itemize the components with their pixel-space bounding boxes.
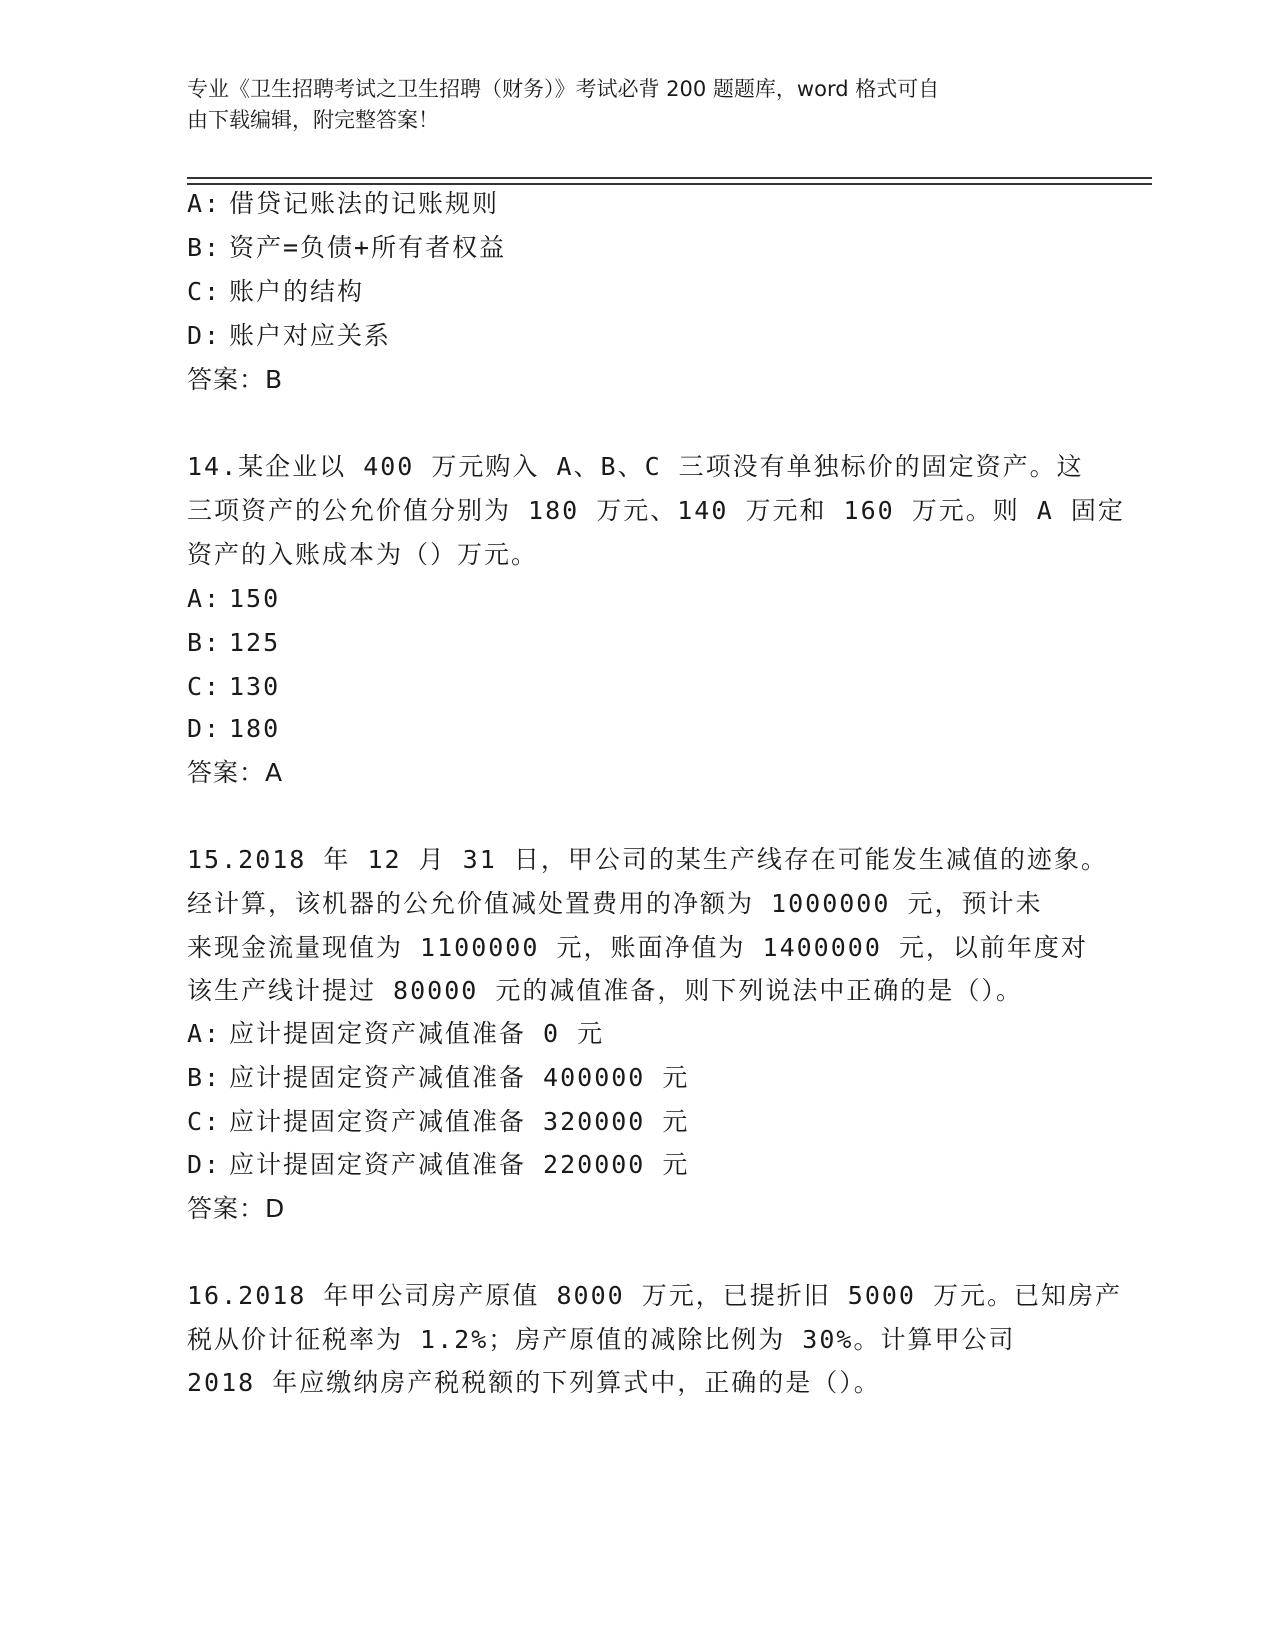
q14-option-c: [187, 664, 280, 710]
q15-option-d: [187, 1142, 689, 1188]
q16-stem-line-2: 税从价计征税率为 1.2%；房产原值的减除比例为 30%。计算甲公司: [187, 1325, 1016, 1354]
option-text: 账户的结构: [229, 277, 365, 306]
option-key: D:: [187, 321, 222, 350]
q16-stem-line-1: 16.2018 年甲公司房产原值 8000 万元，已提折旧 5000 万元。已知房产: [187, 1281, 1123, 1310]
option-text: 资产=负债+所有者权益: [229, 233, 507, 262]
option-text: 180: [229, 714, 281, 743]
option-key: A:: [187, 584, 222, 613]
q15-answer: 答案：D: [187, 1194, 286, 1223]
option-key: D:: [187, 1150, 222, 1179]
option-key: D:: [187, 714, 222, 743]
option-text: 130: [229, 672, 281, 701]
q14-stem-line-2: 三项资产的公允价值分别为 180 万元、140 万元和 160 万元。则 A 固定: [187, 496, 1125, 525]
q14-option-b: [187, 620, 280, 666]
header-divider-top: [187, 177, 1152, 179]
option-text: 账户对应关系: [229, 321, 392, 350]
q15-option-a: [187, 1011, 604, 1057]
header-line-2: 由下载编辑，附完整答案！: [187, 108, 439, 132]
q13-option-b: [187, 225, 506, 271]
option-text: 125: [229, 628, 281, 657]
q13-answer: 答案：B: [187, 365, 284, 394]
q15-stem-line-1: 15.2018 年 12 月 31 日，甲公司的某生产线存在可能发生减值的迹象。: [187, 845, 1108, 874]
q15-option-b: [187, 1055, 689, 1101]
q14-stem-line-1: 14.某企业以 400 万元购入 A、B、C 三项没有单独标价的固定资产。这: [187, 452, 1084, 481]
q14-stem-line-3: 资产的入账成本为（）万元。: [187, 540, 539, 569]
q15-option-c: [187, 1099, 689, 1145]
q15-stem-line-3: 来现金流量现值为 1100000 元，账面净值为 1400000 元，以前年度对: [187, 933, 1088, 962]
option-key: A:: [187, 1019, 222, 1048]
option-key: C:: [187, 672, 222, 701]
document-header: [187, 74, 1087, 136]
q14-option-d: [187, 706, 280, 752]
q13-option-c: [187, 269, 364, 315]
q13-option-a: [187, 181, 499, 227]
option-text: 应计提固定资产减值准备 0 元: [229, 1019, 605, 1048]
q13-option-d: [187, 313, 391, 359]
option-text: 借贷记账法的记账规则: [229, 189, 500, 218]
q16-stem-line-3: 2018 年应缴纳房产税税额的下列算式中，正确的是（）。: [187, 1368, 881, 1397]
q14-option-a: [187, 576, 280, 622]
option-text: 应计提固定资产减值准备 320000 元: [229, 1107, 690, 1136]
header-line-1: 专业《卫生招聘考试之卫生招聘（财务）》考试必背 200 题题库，word 格式可自: [187, 77, 940, 101]
option-key: C:: [187, 277, 222, 306]
option-key: B:: [187, 1063, 222, 1092]
q14-answer: 答案：A: [187, 758, 284, 787]
option-text: 应计提固定资产减值准备 400000 元: [229, 1063, 690, 1092]
option-key: B:: [187, 628, 222, 657]
option-key: A:: [187, 189, 222, 218]
option-text: 150: [229, 584, 281, 613]
option-key: C:: [187, 1107, 222, 1136]
option-key: B:: [187, 233, 222, 262]
option-text: 应计提固定资产减值准备 220000 元: [229, 1150, 690, 1179]
q15-stem-line-4: 该生产线计提过 80000 元的减值准备，则下列说法中正确的是（）。: [187, 976, 1023, 1005]
q15-stem-line-2: 经计算，该机器的公允价值减处置费用的净额为 1000000 元，预计未: [187, 889, 1043, 918]
